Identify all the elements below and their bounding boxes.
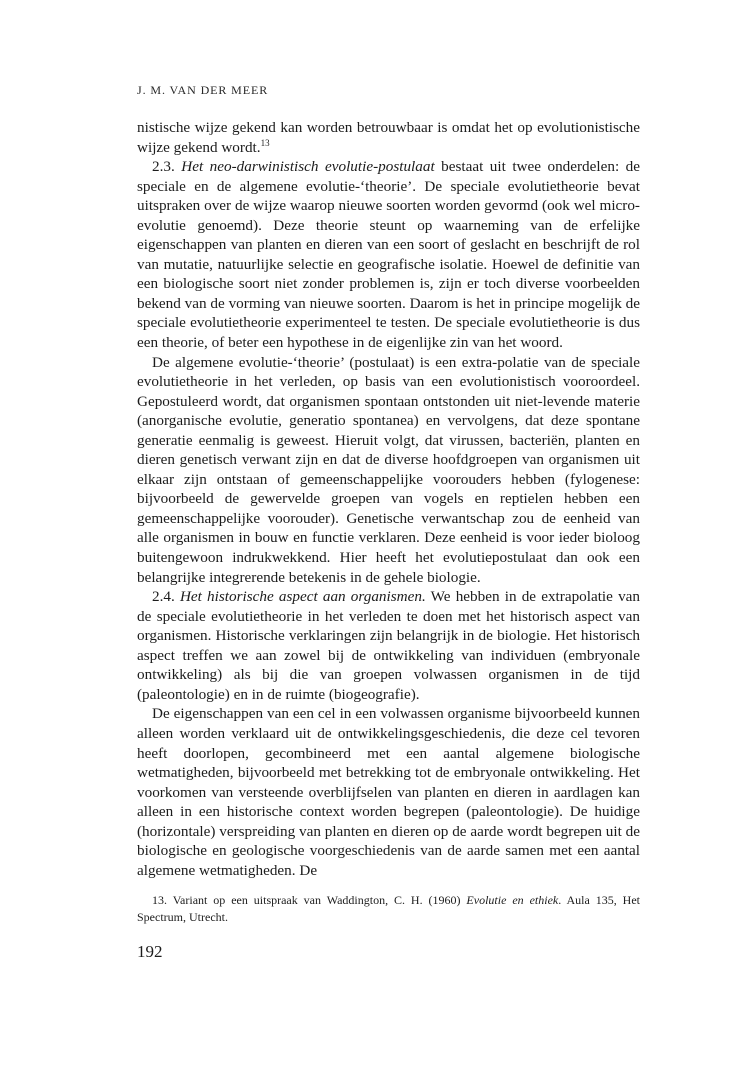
- body-paragraph: [137, 157, 640, 352]
- paragraph-text: We hebben in de extrapolatie van de speciale evolutietheorie in het verleden te doen met het historisch aspect van organismen. Historische verklaringen zijn belangrijk in de biologie. Het historisch aspect treffen we aan zowel bij de ontwikkeling van individuen (embryonale ontwikkeling) als bij die van groepen volwassen organismen in de tijd (paleontologie) en in de ruimte (biogeografie).: [137, 588, 640, 703]
- running-head: J. M. VAN DER MEER: [137, 83, 269, 97]
- footnote-title: Evolutie en ethiek: [466, 893, 559, 907]
- body-text: [137, 118, 640, 880]
- body-paragraph: [137, 118, 640, 157]
- body-paragraph: [137, 353, 640, 588]
- body-paragraph: [137, 704, 640, 880]
- footnote-number: 13.: [152, 893, 167, 907]
- page-number: 192: [137, 942, 163, 961]
- paragraph-text: bestaat uit twee onderdelen: de speciale en de algemene evolutie-‘theorie’. De speciale evolutietheorie bevat uitspraken over de wijze waarop nieuwe soorten worden gevormd (ook wel micro-evolutie genoemd). Deze theorie steunt op waarneming van de erfelijke eigenschappen van planten en dieren van een soort of geslacht en beschrijft de rol van mutatie, natuurlijke selectie en geografische isolatie. Hoewel de definitie van een biologische soort niet zonder problemen is, zijn er toch diverse voorbeelden bekend van de vorming van nieuwe soorten. Daarom is het in principe mogelijk de speciale evolutietheorie experimenteel te testen. De speciale evolutietheorie is dus een theorie, of beter een hypothese in de eigenlijke zin van het woord.: [137, 158, 640, 352]
- footnote-text-after: . Aula 135, Het Spectrum, Utrecht.: [137, 893, 640, 924]
- footnote-reference: 13: [260, 137, 270, 148]
- section-heading: Het neo-darwinistisch evolutie-postulaat: [181, 158, 435, 176]
- paragraph-text: 2.3.: [152, 158, 182, 176]
- footnote-text-before: Variant op een uitspraak van Waddington, C. H. (1960): [167, 893, 467, 907]
- paragraph-text: 2.4.: [152, 588, 180, 606]
- section-heading: Het historische aspect aan organismen.: [179, 588, 426, 606]
- footnote: [137, 892, 640, 926]
- body-paragraph: [137, 587, 640, 704]
- paragraph-text: De eigenschappen van een cel in een volwassen organisme bijvoorbeeld kunnen alleen worden verklaard uit de ontwikkelingsgeschiedenis, die deze cel tevoren heeft doorlopen, gecombineerd met een aantal algemene biologische wetmatigheden, bijvoorbeeld met betrekking tot de embryonale ontwikkeling. Het voorkomen van versteende overblijfselen van planten en dieren in aardlagen kan alleen in een historische context worden begrepen (paleontologie). De huidige (horizontale) verspreiding van planten en dieren op de aarde wordt begrepen uit de biologische en geologische voorgeschiedenis van de aarde samen met een aantal algemene wetmatigheden. De: [137, 705, 640, 879]
- paragraph-text: De algemene evolutie-‘theorie’ (postulaat) is een extra-polatie van de speciale evolutietheorie in het verleden, op basis van een evolutionistisch vooroordeel. Gepostuleerd wordt, dat organismen spontaan ontstonden uit niet-levende materie (anorganische evolutie, generatio spontanea) en vervolgens, dat deze spontane generatie eenmalig is geweest. Hieruit volgt, dat virussen, bacteriën, planten en dieren genetisch verwant zijn en dat de diverse hoofdgroepen van organismen uit elkaar zijn ontstaan of gemeenschappelijke voorouders hebben (fylogenese: bijvoorbeeld de gewervelde groepen van vogels en reptielen hebben een gemeenschappelijke voorouder). Genetische verwantschap zou de eenheid van alle organismen in bouw en functie verklaren. Deze eenheid is voor ieder bioloog buitengewoon indrukwekkend. Hier heeft het evolutiepostulaat dan ook een belangrijke integrerende betekenis in de gehele biologie.: [137, 353, 640, 586]
- paragraph-text: nistische wijze gekend kan worden betrouwbaar is omdat het op evolutionistische wijze gekend wordt.: [137, 119, 640, 156]
